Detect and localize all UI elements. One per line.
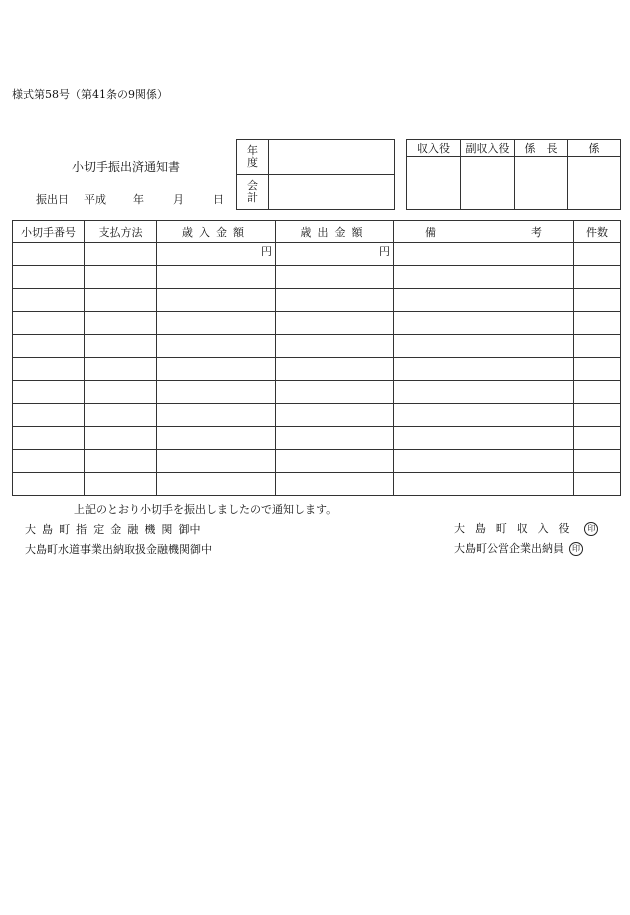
table-cell[interactable]: [276, 473, 394, 496]
table-cell[interactable]: [394, 312, 574, 335]
table-row: [13, 404, 621, 427]
recipient-line-1: 大島町指定金融機関御中: [25, 523, 201, 536]
yen-unit: 円: [261, 245, 272, 258]
table-cell[interactable]: [13, 312, 85, 335]
table-cell[interactable]: [276, 427, 394, 450]
table-row: [13, 358, 621, 381]
table-cell[interactable]: [85, 404, 157, 427]
table-cell[interactable]: [574, 312, 621, 335]
table-cell[interactable]: [276, 381, 394, 404]
table-cell[interactable]: [574, 358, 621, 381]
table-cell[interactable]: [276, 243, 394, 266]
table-cell[interactable]: [13, 243, 85, 266]
table-cell[interactable]: [574, 427, 621, 450]
table-cell[interactable]: [85, 243, 157, 266]
table-cell[interactable]: [157, 358, 276, 381]
table-cell[interactable]: [157, 335, 276, 358]
table-cell[interactable]: [13, 427, 85, 450]
approval-stamp-cell[interactable]: [568, 157, 621, 210]
approval-stamp-cell[interactable]: [407, 157, 461, 210]
table-cell[interactable]: [13, 266, 85, 289]
table-cell[interactable]: [276, 404, 394, 427]
approval-stamp-cell[interactable]: [461, 157, 515, 210]
issue-date-month: 月: [173, 193, 184, 206]
fiscal-year-label: 年 度: [237, 140, 269, 175]
table-cell[interactable]: [85, 266, 157, 289]
table-row: [13, 381, 621, 404]
table-cell[interactable]: [394, 243, 574, 266]
table-cell[interactable]: [85, 289, 157, 312]
table-cell[interactable]: [574, 243, 621, 266]
account-label: 会 計: [237, 175, 269, 210]
table-cell[interactable]: [394, 381, 574, 404]
table-row: [13, 427, 621, 450]
table-cell[interactable]: [85, 427, 157, 450]
issue-date-day: 日: [213, 193, 224, 206]
table-cell[interactable]: [394, 404, 574, 427]
table-cell[interactable]: [276, 450, 394, 473]
table-cell[interactable]: [13, 450, 85, 473]
table-cell[interactable]: [574, 335, 621, 358]
table-cell[interactable]: [157, 289, 276, 312]
approval-box: [406, 139, 621, 210]
col-payment-method: 支払方法: [85, 221, 157, 243]
table-cell[interactable]: [157, 450, 276, 473]
table-cell[interactable]: [157, 473, 276, 496]
col-revenue-amount: 歳入金額: [157, 221, 276, 243]
sender-line-2: 大島町公営企業出納員 印: [454, 540, 583, 556]
table-cell[interactable]: [394, 266, 574, 289]
document-title: 小切手振出済通知書: [72, 160, 181, 174]
table-cell[interactable]: [157, 266, 276, 289]
fiscal-year-field[interactable]: [269, 140, 395, 175]
table-cell[interactable]: [574, 450, 621, 473]
table-row: [13, 289, 621, 312]
table-cell[interactable]: [394, 427, 574, 450]
account-field[interactable]: [269, 175, 395, 210]
issue-date-year: 年: [133, 193, 144, 206]
table-cell[interactable]: [13, 289, 85, 312]
issue-date: [36, 191, 224, 207]
table-cell[interactable]: [276, 312, 394, 335]
approval-stamp-cell[interactable]: [515, 157, 568, 210]
yen-unit: 円: [379, 245, 390, 258]
table-cell[interactable]: [574, 266, 621, 289]
table-cell[interactable]: [276, 358, 394, 381]
table-cell[interactable]: [574, 381, 621, 404]
table-cell[interactable]: [85, 473, 157, 496]
approval-header: 副収入役: [461, 140, 515, 157]
table-cell[interactable]: [157, 427, 276, 450]
table-cell[interactable]: [157, 381, 276, 404]
table-cell[interactable]: [394, 358, 574, 381]
issue-date-label: 振出日: [36, 193, 69, 206]
col-count: 件数: [574, 221, 621, 243]
check-table: [12, 220, 621, 496]
table-cell[interactable]: [394, 473, 574, 496]
table-row: [13, 473, 621, 496]
col-check-number: 小切手番号: [13, 221, 85, 243]
issue-date-era: 平成: [84, 193, 106, 206]
table-cell[interactable]: [85, 358, 157, 381]
form-number: 様式第58号（第41条の9関係）: [12, 88, 168, 101]
approval-header: 収入役: [407, 140, 461, 157]
table-cell[interactable]: [13, 381, 85, 404]
table-row: [13, 266, 621, 289]
table-row: [13, 450, 621, 473]
table-cell[interactable]: [13, 335, 85, 358]
table-cell[interactable]: [85, 335, 157, 358]
table-row: [13, 243, 621, 266]
col-remarks: 備 考: [394, 221, 574, 243]
table-cell[interactable]: [13, 358, 85, 381]
col-expenditure-amount: 歳出金額: [276, 221, 394, 243]
approval-header: 係 長: [515, 140, 568, 157]
sender-line-1: 大島町収入役 印: [454, 520, 598, 536]
table-cell[interactable]: [276, 335, 394, 358]
table-row: [13, 335, 621, 358]
table-cell[interactable]: [394, 289, 574, 312]
seal-icon: 印: [584, 522, 598, 536]
notice-text: 上記のとおり小切手を振出しましたので通知します。: [74, 503, 338, 516]
table-cell[interactable]: [394, 335, 574, 358]
table-cell[interactable]: [13, 473, 85, 496]
table-cell[interactable]: [157, 404, 276, 427]
table-cell[interactable]: [157, 312, 276, 335]
table-cell[interactable]: [85, 381, 157, 404]
fiscal-box: [236, 139, 395, 210]
seal-icon: 印: [569, 542, 583, 556]
table-cell[interactable]: [276, 266, 394, 289]
table-cell[interactable]: [85, 450, 157, 473]
table-cell[interactable]: [574, 404, 621, 427]
table-cell[interactable]: [394, 450, 574, 473]
table-cell[interactable]: [13, 404, 85, 427]
table-row: [13, 312, 621, 335]
recipient-line-2: 大島町水道事業出納取扱金融機関御中: [25, 543, 212, 556]
table-cell[interactable]: [85, 312, 157, 335]
approval-header: 係: [568, 140, 621, 157]
table-cell[interactable]: [574, 473, 621, 496]
table-cell[interactable]: [574, 289, 621, 312]
table-cell[interactable]: [276, 289, 394, 312]
table-cell[interactable]: [157, 243, 276, 266]
